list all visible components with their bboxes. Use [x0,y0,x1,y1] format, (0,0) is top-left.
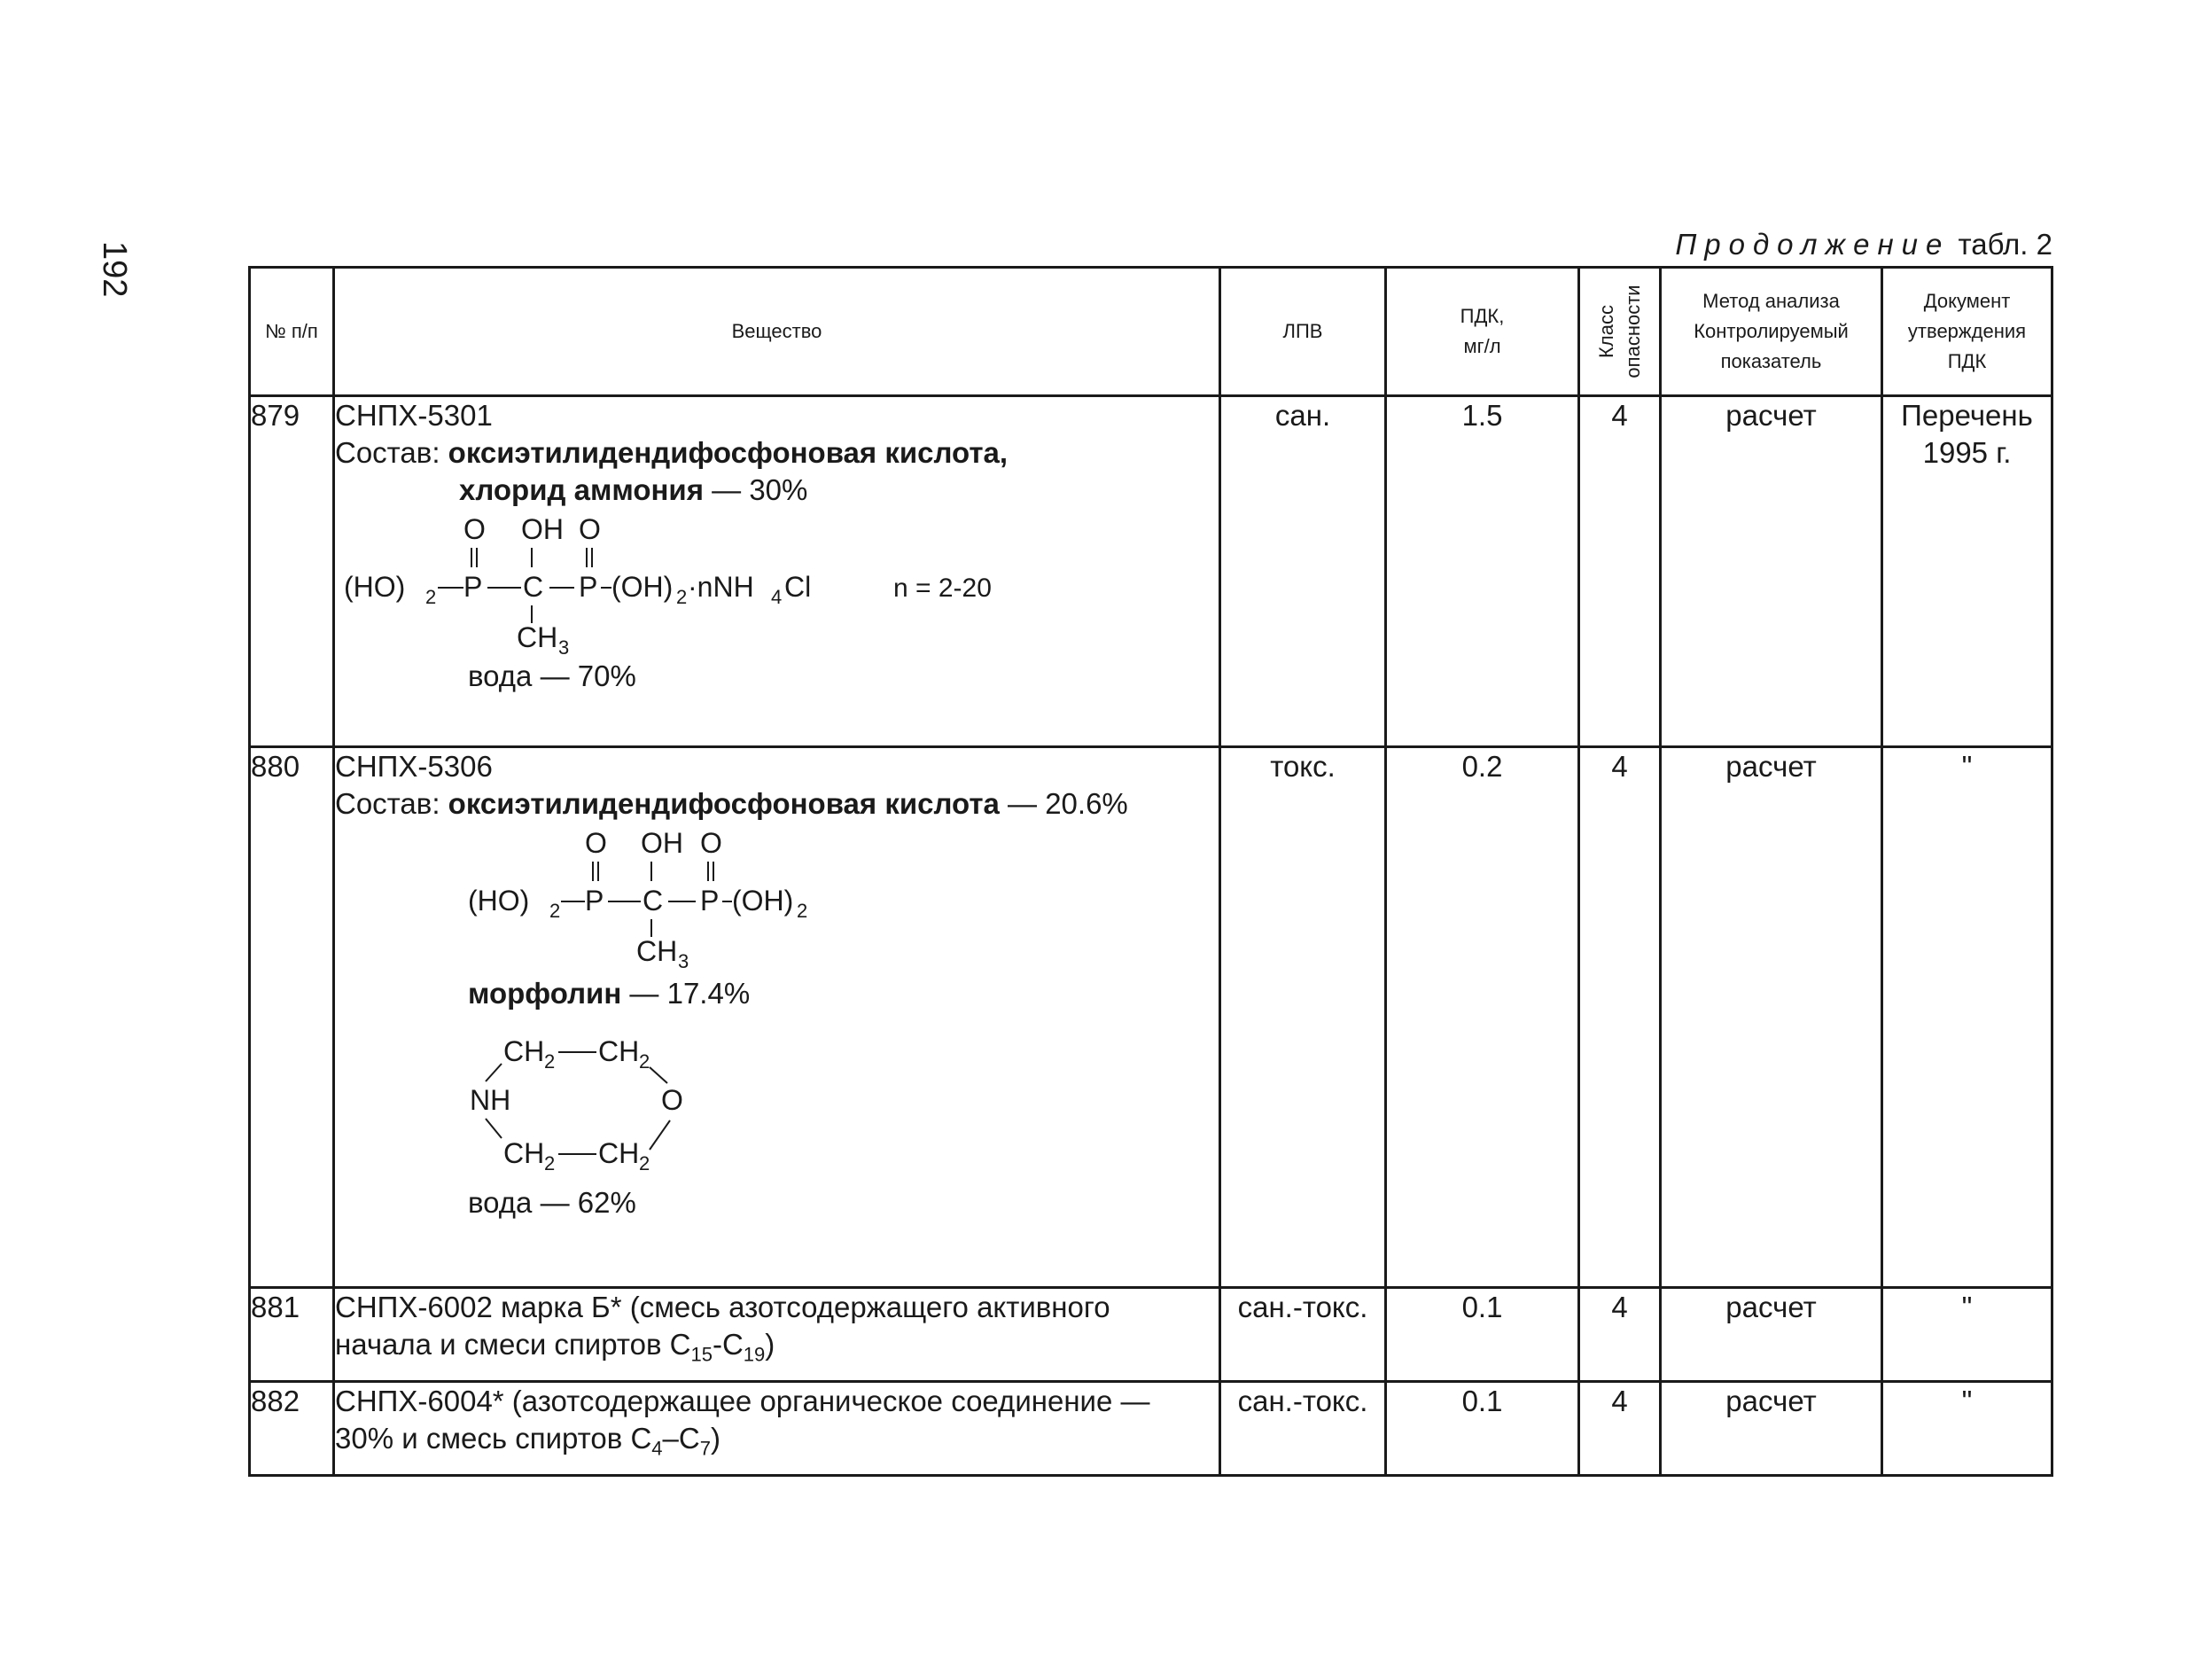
formula-oh2-sub: 2 [797,900,808,922]
composition-label: Состав: [335,787,440,820]
formula-oh2: (OH) [611,571,674,603]
header-class [1579,268,1661,396]
substance-line2-mid: -С [712,1328,744,1361]
row-substance [334,396,1220,747]
substance-water: вода — 62% [468,1186,636,1219]
row-class: 4 [1579,1288,1661,1382]
row-lpv: сан. [1220,396,1386,747]
header-num: № п/п [250,268,334,396]
substance-line2-end: ) [710,1422,720,1455]
formula-o-left: O [585,827,607,859]
structural-formula-hedp-nh4cl [335,512,1062,654]
formula-ho2-sub: 2 [549,900,561,922]
morpholine-bond-se [650,1120,670,1150]
substance-sub1: 15 [690,1343,713,1366]
row-num: 881 [250,1288,334,1382]
substance-name: СНПХ-5306 [335,750,493,783]
component-2: морфолин [468,977,622,1010]
row-substance [334,1288,1220,1382]
morpholine-nh: NH [470,1084,511,1116]
formula-p-right: P [700,885,720,917]
row-document-line1: Перечень [1901,399,2033,432]
row-pdk: 0.1 [1386,1382,1579,1476]
formula-oh2-sub: 2 [676,586,688,608]
row-method: расчет [1661,747,1882,1288]
formula-ch3: CH [636,935,678,967]
substances-table [248,266,2053,1477]
header-method-line3: показатель [1720,350,1822,372]
substance-name: СНПХ-5301 [335,399,493,432]
page-number: 192 [96,241,133,298]
row-pdk: 1.5 [1386,396,1579,747]
row-class: 4 [1579,747,1661,1288]
formula-o-right: O [700,827,722,859]
substance-line1: СНПХ-6002 марка Б* (смесь азотсодержащего активного [335,1291,1110,1323]
header-method [1661,268,1882,396]
header-pdk [1386,268,1579,396]
component-2-percent: — 30% [703,473,808,506]
substance-water: вода — 70% [468,659,636,692]
morpholine-ch2-bottom-left: CH [503,1137,545,1169]
formula-p-left: P [463,571,483,603]
header-document [1882,268,2052,396]
formula-oh2: (OH) [732,885,794,917]
row-pdk: 0.2 [1386,747,1579,1288]
row-method: расчет [1661,1382,1882,1476]
morpholine-ch2-top-right-sub: 2 [639,1050,650,1073]
table-row [250,1288,2052,1382]
formula-c: C [643,885,664,917]
row-document: " [1882,747,2052,1288]
row-method: расчет [1661,396,1882,747]
structural-formula-morpholine [468,1030,787,1181]
substance-sub2: 7 [699,1437,711,1460]
header-class-line1: Класс [1594,305,1617,358]
table-row [250,396,2052,747]
row-substance [334,747,1220,1288]
morpholine-ch2-top-right: CH [598,1035,640,1067]
morpholine-bond-nw [486,1064,502,1081]
header-pdk-line1: ПДК, [1460,305,1505,327]
header-doc-line3: ПДК [1947,350,1987,372]
substance-line2 [335,1420,1219,1460]
row-lpv: токс. [1220,747,1386,1288]
header-method-line2: Контролируемый [1694,320,1849,342]
formula-n-range: n = 2-20 [893,574,992,603]
formula-ho2: (HO) [468,885,530,917]
table-caption [1675,228,2052,261]
header-doc-line1: Документ [1923,290,2011,312]
formula-cl: Cl [784,571,812,603]
morpholine-o: O [661,1084,683,1116]
row-document [1882,396,2052,747]
row-document: " [1882,1288,2052,1382]
component-1: оксиэтилидендифосфоновая кислота [448,787,1000,820]
row-num: 882 [250,1382,334,1476]
substance-composition [335,434,1219,472]
formula-ho2: (HO) [344,571,406,603]
formula-ch3-sub: 3 [678,950,689,968]
substance-composition-2 [335,472,1219,509]
substance-sub2: 19 [743,1343,766,1366]
composition-label: Состав: [335,436,440,469]
formula-c: C [523,571,544,603]
formula-p-left: P [585,885,604,917]
morpholine-ch2-bottom-right-sub: 2 [639,1152,650,1174]
formula-oh: OH [521,513,564,545]
component-2-percent: — 17.4% [621,977,751,1010]
formula-ho2-sub: 2 [425,586,437,608]
table-header-row [250,268,2052,396]
row-class: 4 [1579,396,1661,747]
header-substance: Вещество [334,268,1220,396]
formula-ch3: CH [517,621,558,653]
component-2: хлорид аммония [459,473,704,506]
formula-o-right: O [579,513,601,545]
formula-nh4-sub: 4 [771,586,783,608]
morpholine-bond-ne [650,1067,667,1083]
header-doc-line2: утверждения [1907,320,2027,342]
formula-p-right: P [579,571,598,603]
morpholine-bond-sw [486,1119,502,1138]
substance-line2-text: 30% и смесь спиртов С [335,1422,652,1455]
header-lpv: ЛПВ [1220,268,1386,396]
caption-table-ref: табл. 2 [1958,228,2052,261]
row-document: " [1882,1382,2052,1476]
substance-line2-mid: –С [662,1422,700,1455]
row-class: 4 [1579,1382,1661,1476]
row-pdk: 0.1 [1386,1288,1579,1382]
component-1-percent: — 20.6% [999,787,1128,820]
substance-line2 [335,1326,1219,1366]
substance-composition-2 [335,975,1219,1012]
header-class-text [1593,285,1647,378]
structural-formula-hedp [468,826,1000,968]
morpholine-ch2-bottom-left-sub: 2 [544,1152,556,1174]
table-row [250,1382,2052,1476]
header-pdk-line2: мг/л [1463,335,1501,357]
substance-line1: СНПХ-6004* (азотсодержащее органическое соединение — [335,1385,1150,1417]
formula-nnh4: ·nNH [688,571,754,603]
row-lpv: сан.-токс. [1220,1288,1386,1382]
formula-ch3-sub: 3 [558,636,570,654]
table-row [250,747,2052,1288]
substance-sub1: 4 [651,1437,663,1460]
substance-line2-end: ) [765,1328,775,1361]
row-document-line2: 1995 г. [1922,436,2012,469]
morpholine-ch2-bottom-right: CH [598,1137,640,1169]
header-class-line2: опасности [1621,285,1644,378]
substance-composition [335,785,1219,823]
row-method: расчет [1661,1288,1882,1382]
row-substance [334,1382,1220,1476]
caption-continuation: Продолжение [1675,228,1951,261]
morpholine-ch2-top-left: CH [503,1035,545,1067]
header-method-line1: Метод анализа [1702,290,1840,312]
row-lpv: сан.-токс. [1220,1382,1386,1476]
morpholine-ch2-top-left-sub: 2 [544,1050,556,1073]
substance-line2-text: начала и смеси спиртов С [335,1328,691,1361]
formula-o-left: O [463,513,486,545]
row-num: 879 [250,396,334,747]
component-1: оксиэтилидендифосфоновая кислота, [448,436,1009,469]
row-num: 880 [250,747,334,1288]
formula-oh: OH [641,827,683,859]
